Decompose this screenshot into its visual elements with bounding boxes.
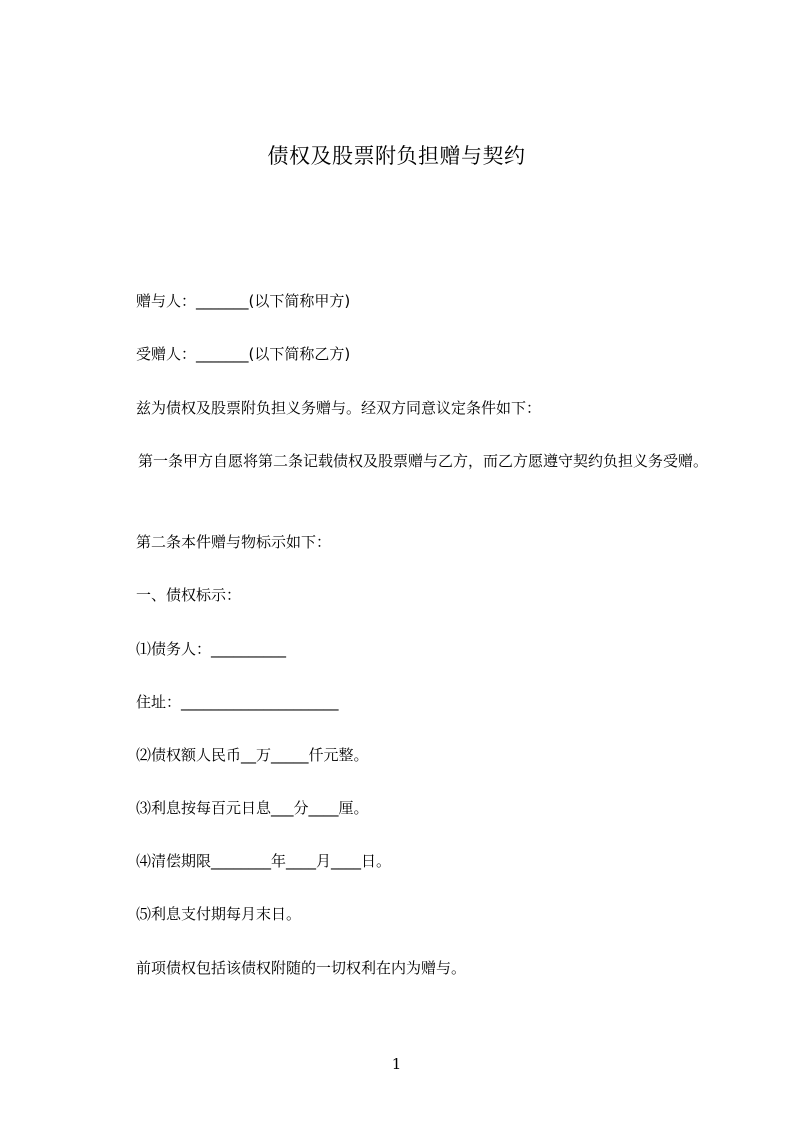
donee-line: 受赠人：_______(以下简称乙方) (136, 345, 351, 363)
document-title: 债权及股票附负担赠与契约 (267, 144, 526, 168)
repayment-deadline-line: ⑷清偿期限________年____月____日。 (136, 852, 392, 870)
claim-inclusion-paragraph: 前项债权包括该债权附随的一切权利在内为赠与。 (136, 959, 467, 977)
interest-payment-line: ⑸利息支付期每月末日。 (136, 905, 302, 923)
donor-line: 赠与人：_______(以下简称甲方) (136, 292, 351, 310)
section-heading-claim: 一、债权标示： (136, 586, 242, 604)
debtor-line: ⑴债务人：__________ (136, 640, 287, 658)
article-one-paragraph: 第一条甲方自愿将第二条记载债权及股票赠与乙方，而乙方愿遵守契约负担义务受赠。 (138, 452, 709, 470)
claim-amount-line: ⑵债权额人民币__万_____仟元整。 (136, 746, 369, 764)
address-line: 住址：_____________________ (136, 693, 339, 711)
page-number: 1 (391, 1055, 402, 1073)
article-two-paragraph: 第二条本件赠与物标示如下： (136, 533, 332, 551)
interest-line: ⑶利息按每百元日息___分____厘。 (136, 799, 369, 817)
preamble-paragraph: 兹为债权及股票附负担义务赠与。经双方同意议定条件如下： (136, 399, 542, 417)
